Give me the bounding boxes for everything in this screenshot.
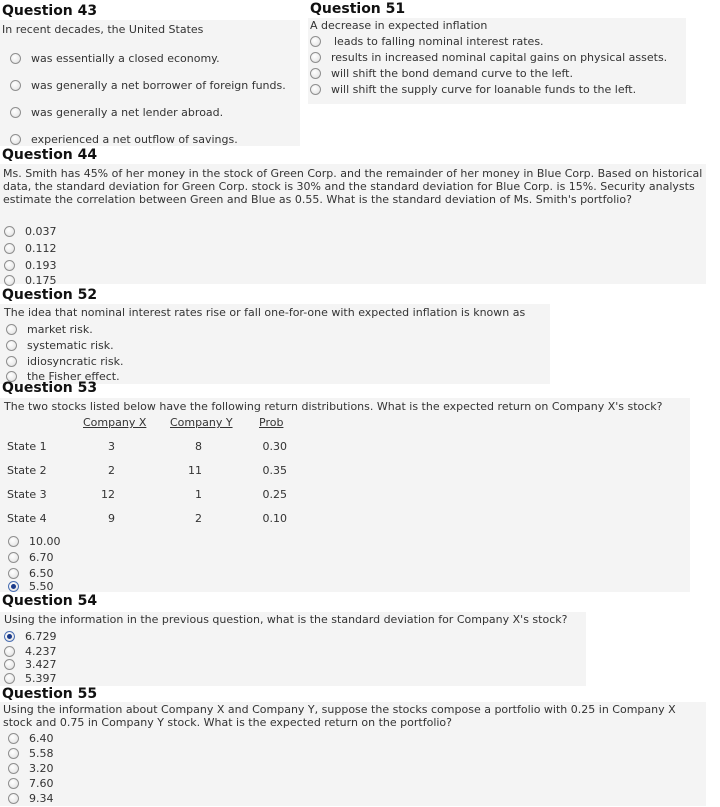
radio-button[interactable] (4, 631, 15, 642)
q43-option[interactable] (10, 133, 238, 146)
option-label: 0.193 (25, 259, 57, 272)
q51-title: Question 51 (310, 1, 406, 17)
q53-option[interactable] (8, 535, 61, 548)
option-label: 4.237 (25, 645, 57, 658)
q55-option[interactable] (8, 732, 54, 745)
option-label: 3.427 (25, 658, 57, 671)
radio-button[interactable] (8, 793, 19, 804)
radio-button[interactable] (4, 275, 15, 286)
q52-option[interactable] (6, 355, 123, 368)
option-label: was generally a net borrower of foreign funds. (31, 79, 286, 92)
option-label: 6.40 (29, 732, 54, 745)
table-cell-company-x: 12 (101, 488, 115, 501)
option-label: 7.60 (29, 777, 54, 790)
q55-option[interactable] (8, 747, 54, 760)
radio-button[interactable] (310, 84, 321, 95)
q52-prompt: The idea that nominal interest rates rise or fall one-for-one with expected inflation is known as (4, 306, 526, 319)
radio-button[interactable] (6, 324, 17, 335)
q44-option[interactable] (4, 259, 57, 272)
radio-button[interactable] (4, 260, 15, 271)
radio-button[interactable] (8, 763, 19, 774)
q43-option[interactable] (10, 79, 286, 92)
radio-button[interactable] (6, 340, 17, 351)
table-cell-state: State 3 (7, 488, 47, 501)
q54-option[interactable] (4, 645, 57, 658)
q51-option[interactable] (310, 83, 636, 96)
radio-button[interactable] (310, 36, 321, 47)
table-cell-company-x: 3 (108, 440, 115, 453)
option-label: idiosyncratic risk. (27, 355, 124, 368)
q55-title: Question 55 (2, 686, 98, 702)
radio-button[interactable] (4, 673, 15, 684)
table-cell-state: State 2 (7, 464, 47, 477)
radio-button[interactable] (10, 80, 21, 91)
table-header-prob: Prob (259, 416, 284, 429)
q44-option[interactable] (4, 274, 57, 287)
table-cell-company-y: 1 (195, 488, 202, 501)
q44-option[interactable] (4, 225, 57, 238)
option-label: 5.58 (29, 747, 54, 760)
radio-button[interactable] (8, 568, 19, 579)
q43-option[interactable] (10, 106, 223, 119)
radio-button[interactable] (8, 581, 19, 592)
q54-option[interactable] (4, 658, 57, 671)
q43-prompt: In recent decades, the United States (2, 23, 204, 36)
q54-option[interactable] (4, 630, 57, 643)
radio-button[interactable] (10, 134, 21, 145)
table-cell-company-y: 8 (195, 440, 202, 453)
radio-button[interactable] (10, 53, 21, 64)
option-label: 5.50 (29, 580, 54, 593)
radio-button[interactable] (8, 536, 19, 547)
radio-button[interactable] (8, 778, 19, 789)
option-label: was generally a net lender abroad. (31, 106, 224, 119)
table-cell-prob: 0.25 (262, 488, 287, 501)
q55-option[interactable] (8, 777, 54, 790)
radio-button[interactable] (4, 243, 15, 254)
q44-prompt: Ms. Smith has 45% of her money in the stock of Green Corp. and the remainder of her money in Blue Corp. Based on historical data, the standard deviation for Green Corp. stock is 30% and the standard deviation for Blue Corp. is 15%. Security analysts estimate the correlation between Green and Blue as 0.55. What is the standard deviation of Ms. Smith's portfolio? (3, 167, 703, 206)
table-cell-prob: 0.30 (262, 440, 287, 453)
option-label: will shift the supply curve for loanable funds to the left. (331, 83, 637, 96)
table-cell-prob: 0.35 (262, 464, 287, 477)
q55-option[interactable] (8, 792, 54, 805)
q55-prompt: Using the information about Company X and Company Y, suppose the stocks compose a portfolio with 0.25 in Company X stock and 0.75 in Company Y stock. What is the expected return on the portfolio? (3, 703, 676, 729)
radio-button[interactable] (4, 226, 15, 237)
q51-option[interactable] (310, 35, 544, 48)
option-label: was essentially a closed economy. (31, 52, 220, 65)
q43-title: Question 43 (2, 3, 98, 19)
radio-button[interactable] (310, 52, 321, 63)
option-label: 6.50 (29, 567, 54, 580)
radio-button[interactable] (8, 733, 19, 744)
q52-option[interactable] (6, 323, 93, 336)
radio-button[interactable] (310, 68, 321, 79)
radio-button[interactable] (8, 748, 19, 759)
option-label: 10.00 (29, 535, 61, 548)
q52-option[interactable] (6, 339, 114, 352)
option-label: 0.112 (25, 242, 57, 255)
option-label: systematic risk. (27, 339, 114, 352)
option-label: the Fisher effect. (27, 370, 120, 383)
q53-option[interactable] (8, 580, 54, 593)
radio-button[interactable] (8, 552, 19, 563)
q44-option[interactable] (4, 242, 57, 255)
option-label: 9.34 (29, 792, 54, 805)
radio-button[interactable] (6, 356, 17, 367)
q53-option[interactable] (8, 567, 54, 580)
radio-button[interactable] (10, 107, 21, 118)
option-label: 6.70 (29, 551, 54, 564)
table-cell-company-y: 2 (195, 512, 202, 525)
table-cell-prob: 0.10 (262, 512, 287, 525)
q55-option[interactable] (8, 762, 54, 775)
option-label: experienced a net outflow of savings. (31, 133, 238, 146)
table-header-company-y: Company Y (170, 416, 233, 429)
radio-button[interactable] (4, 646, 15, 657)
q54-option[interactable] (4, 672, 57, 685)
option-label: 5.397 (25, 672, 57, 685)
table-header-company-x: Company X (83, 416, 147, 429)
q54-title: Question 54 (2, 593, 98, 609)
option-label: 0.037 (25, 225, 57, 238)
table-cell-company-x: 2 (108, 464, 115, 477)
option-label: 0.175 (25, 274, 57, 287)
q51-option[interactable] (310, 51, 667, 64)
q44-title: Question 44 (2, 147, 98, 163)
q54-prompt: Using the information in the previous question, what is the standard deviation for Company X's stock? (4, 613, 568, 626)
radio-button[interactable] (4, 659, 15, 670)
option-label: 3.20 (29, 762, 54, 775)
q51-prompt: A decrease in expected inflation (310, 19, 488, 32)
table-cell-company-x: 9 (108, 512, 115, 525)
table-cell-company-y: 11 (188, 464, 202, 477)
option-label: leads to falling nominal interest rates. (334, 35, 544, 48)
option-label: 6.729 (25, 630, 57, 643)
q43-option[interactable] (10, 52, 220, 65)
option-label: results in increased nominal capital gains on physical assets. (331, 51, 668, 64)
table-cell-state: State 1 (7, 440, 47, 453)
q52-title: Question 52 (2, 287, 98, 303)
option-label: market risk. (27, 323, 93, 336)
q53-title: Question 53 (2, 380, 98, 396)
q53-option[interactable] (8, 551, 54, 564)
option-label: will shift the bond demand curve to the left. (331, 67, 573, 80)
q53-prompt: The two stocks listed below have the following return distributions. What is the expected return on Company X's stock? (4, 400, 663, 413)
q51-option[interactable] (310, 67, 573, 80)
table-cell-state: State 4 (7, 512, 47, 525)
